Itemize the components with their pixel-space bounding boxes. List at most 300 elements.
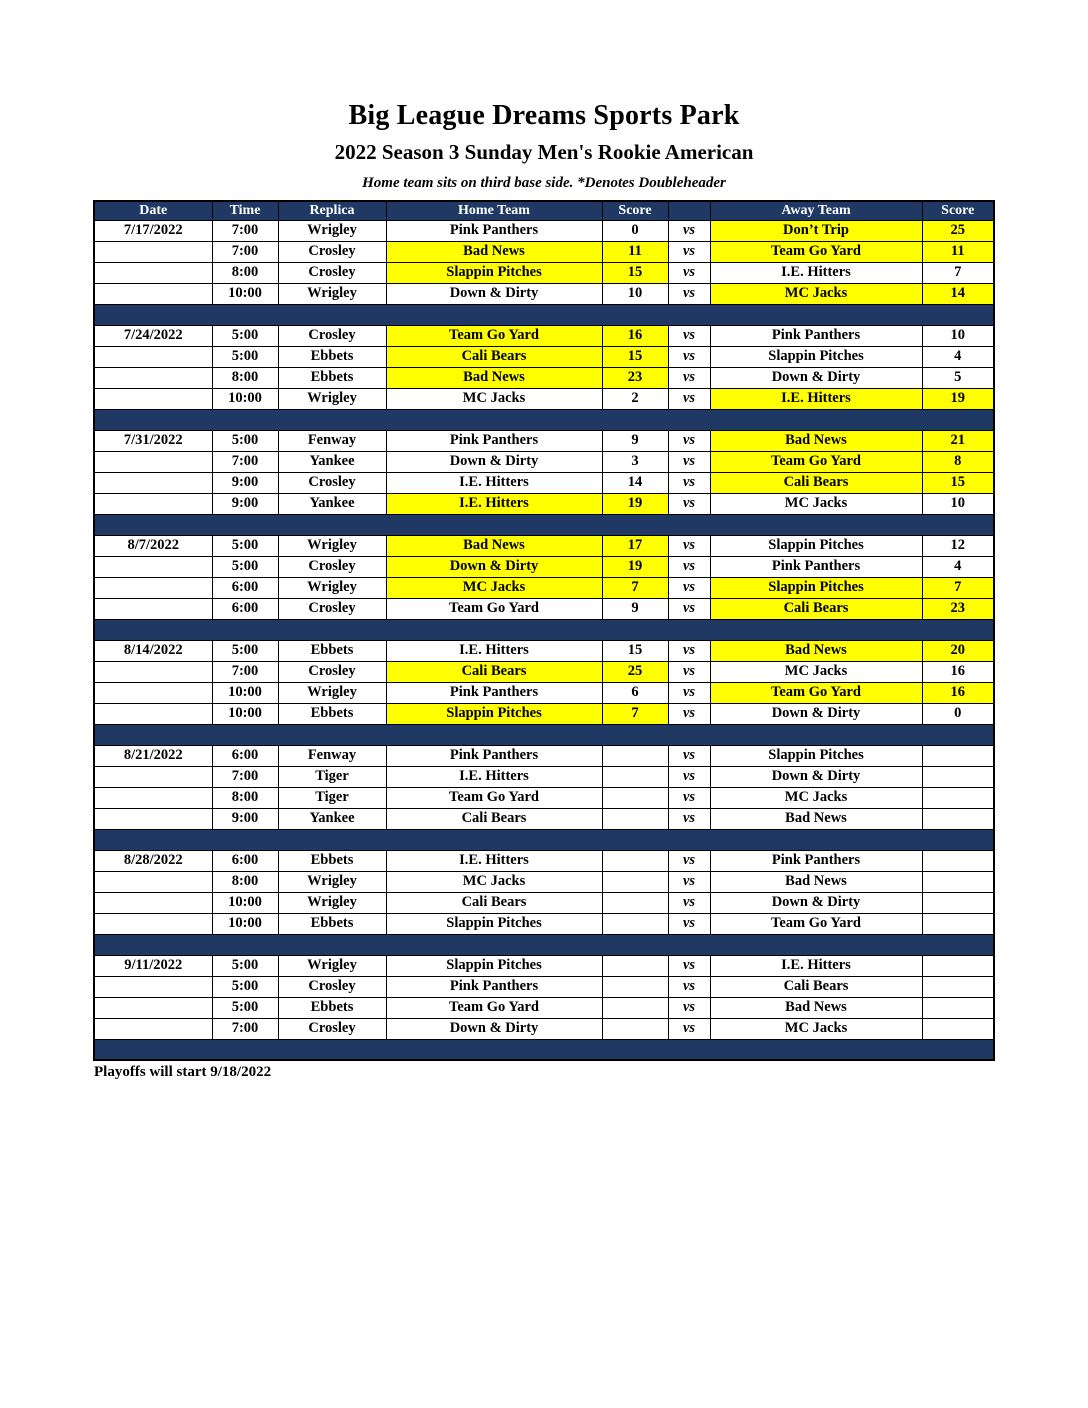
game-row bbox=[94, 703, 994, 724]
date-cell bbox=[94, 493, 212, 514]
away-team-cell: Cali Bears bbox=[710, 976, 922, 997]
header-row bbox=[94, 201, 994, 220]
separator-band bbox=[94, 829, 994, 850]
date-cell bbox=[94, 976, 212, 997]
time-cell: 10:00 bbox=[212, 682, 278, 703]
home-team-cell: Pink Panthers bbox=[386, 976, 602, 997]
away-team-cell: I.E. Hitters bbox=[710, 262, 922, 283]
game-row bbox=[94, 976, 994, 997]
replica-cell: Wrigley bbox=[278, 577, 386, 598]
replica-cell: Crosley bbox=[278, 472, 386, 493]
away-score-cell: 8 bbox=[922, 451, 994, 472]
vs-cell: vs bbox=[668, 472, 710, 493]
replica-cell: Yankee bbox=[278, 808, 386, 829]
home-team-cell: Pink Panthers bbox=[386, 682, 602, 703]
away-team-cell: MC Jacks bbox=[710, 661, 922, 682]
away-team-cell: Slappin Pitches bbox=[710, 535, 922, 556]
date-cell bbox=[94, 682, 212, 703]
away-score-cell bbox=[922, 850, 994, 871]
separator-row bbox=[94, 409, 994, 430]
vs-cell: vs bbox=[668, 640, 710, 661]
time-cell: 6:00 bbox=[212, 745, 278, 766]
separator-row bbox=[94, 934, 994, 955]
date-cell bbox=[94, 556, 212, 577]
home-score-cell bbox=[602, 955, 668, 976]
date-cell bbox=[94, 661, 212, 682]
replica-cell: Wrigley bbox=[278, 892, 386, 913]
replica-cell: Crosley bbox=[278, 556, 386, 577]
home-score-cell: 17 bbox=[602, 535, 668, 556]
home-score-cell bbox=[602, 913, 668, 934]
away-score-cell: 10 bbox=[922, 325, 994, 346]
home-score-cell: 9 bbox=[602, 598, 668, 619]
time-cell: 8:00 bbox=[212, 787, 278, 808]
game-row bbox=[94, 283, 994, 304]
replica-cell: Wrigley bbox=[278, 682, 386, 703]
away-score-cell bbox=[922, 1018, 994, 1039]
away-team-cell: Pink Panthers bbox=[710, 325, 922, 346]
home-score-cell: 15 bbox=[602, 640, 668, 661]
home-team-cell: Down & Dirty bbox=[386, 556, 602, 577]
game-row bbox=[94, 745, 994, 766]
vs-cell: vs bbox=[668, 283, 710, 304]
away-score-cell: 10 bbox=[922, 493, 994, 514]
game-row bbox=[94, 451, 994, 472]
vs-cell: vs bbox=[668, 598, 710, 619]
home-score-cell bbox=[602, 997, 668, 1018]
date-cell bbox=[94, 913, 212, 934]
vs-cell: vs bbox=[668, 241, 710, 262]
column-header-home-team: Home Team bbox=[386, 201, 602, 220]
home-team-cell: Bad News bbox=[386, 241, 602, 262]
separator-row bbox=[94, 724, 994, 745]
away-score-cell: 0 bbox=[922, 703, 994, 724]
home-team-cell: Cali Bears bbox=[386, 661, 602, 682]
away-team-cell: Down & Dirty bbox=[710, 892, 922, 913]
away-team-cell: Down & Dirty bbox=[710, 367, 922, 388]
home-score-cell bbox=[602, 808, 668, 829]
away-team-cell: I.E. Hitters bbox=[710, 388, 922, 409]
replica-cell: Ebbets bbox=[278, 367, 386, 388]
replica-cell: Crosley bbox=[278, 325, 386, 346]
vs-cell: vs bbox=[668, 703, 710, 724]
time-cell: 6:00 bbox=[212, 577, 278, 598]
game-row bbox=[94, 808, 994, 829]
time-cell: 5:00 bbox=[212, 346, 278, 367]
home-score-cell bbox=[602, 871, 668, 892]
away-score-cell bbox=[922, 955, 994, 976]
away-score-cell: 16 bbox=[922, 682, 994, 703]
away-score-cell: 5 bbox=[922, 367, 994, 388]
time-cell: 6:00 bbox=[212, 850, 278, 871]
date-cell bbox=[94, 451, 212, 472]
away-team-cell: I.E. Hitters bbox=[710, 955, 922, 976]
time-cell: 6:00 bbox=[212, 598, 278, 619]
home-team-cell: Down & Dirty bbox=[386, 451, 602, 472]
home-score-cell: 7 bbox=[602, 577, 668, 598]
home-team-cell: Pink Panthers bbox=[386, 430, 602, 451]
replica-cell: Ebbets bbox=[278, 997, 386, 1018]
game-row bbox=[94, 955, 994, 976]
replica-cell: Yankee bbox=[278, 451, 386, 472]
vs-cell: vs bbox=[668, 556, 710, 577]
home-team-cell: Team Go Yard bbox=[386, 598, 602, 619]
replica-cell: Wrigley bbox=[278, 871, 386, 892]
vs-cell: vs bbox=[668, 808, 710, 829]
home-score-cell: 25 bbox=[602, 661, 668, 682]
home-score-cell: 7 bbox=[602, 703, 668, 724]
replica-cell: Ebbets bbox=[278, 850, 386, 871]
vs-cell: vs bbox=[668, 787, 710, 808]
time-cell: 8:00 bbox=[212, 367, 278, 388]
replica-cell: Wrigley bbox=[278, 220, 386, 241]
away-score-cell bbox=[922, 808, 994, 829]
replica-cell: Tiger bbox=[278, 766, 386, 787]
home-score-cell bbox=[602, 745, 668, 766]
away-team-cell: Bad News bbox=[710, 808, 922, 829]
away-team-cell: Slappin Pitches bbox=[710, 577, 922, 598]
home-team-cell: MC Jacks bbox=[386, 871, 602, 892]
separator-row bbox=[94, 1039, 994, 1060]
date-cell: 9/11/2022 bbox=[94, 955, 212, 976]
vs-cell: vs bbox=[668, 913, 710, 934]
date-cell bbox=[94, 1018, 212, 1039]
separator-band bbox=[94, 409, 994, 430]
time-cell: 5:00 bbox=[212, 976, 278, 997]
time-cell: 7:00 bbox=[212, 220, 278, 241]
home-score-cell bbox=[602, 766, 668, 787]
time-cell: 8:00 bbox=[212, 262, 278, 283]
home-score-cell: 23 bbox=[602, 367, 668, 388]
away-team-cell: Bad News bbox=[710, 640, 922, 661]
vs-cell: vs bbox=[668, 367, 710, 388]
vs-cell: vs bbox=[668, 220, 710, 241]
game-row bbox=[94, 388, 994, 409]
home-team-cell: Team Go Yard bbox=[386, 787, 602, 808]
separator-band bbox=[94, 934, 994, 955]
game-row bbox=[94, 766, 994, 787]
separator-row bbox=[94, 829, 994, 850]
game-row bbox=[94, 871, 994, 892]
home-team-cell: Slappin Pitches bbox=[386, 703, 602, 724]
replica-cell: Ebbets bbox=[278, 640, 386, 661]
replica-cell: Crosley bbox=[278, 1018, 386, 1039]
away-team-cell: Don’t Trip bbox=[710, 220, 922, 241]
away-team-cell: Team Go Yard bbox=[710, 913, 922, 934]
replica-cell: Wrigley bbox=[278, 283, 386, 304]
home-team-cell: Cali Bears bbox=[386, 808, 602, 829]
away-score-cell: 20 bbox=[922, 640, 994, 661]
away-score-cell bbox=[922, 871, 994, 892]
replica-cell: Crosley bbox=[278, 976, 386, 997]
column-header-time: Time bbox=[212, 201, 278, 220]
separator-row bbox=[94, 514, 994, 535]
home-score-cell: 3 bbox=[602, 451, 668, 472]
time-cell: 9:00 bbox=[212, 472, 278, 493]
away-team-cell: MC Jacks bbox=[710, 787, 922, 808]
away-score-cell: 11 bbox=[922, 241, 994, 262]
separator-band bbox=[94, 1039, 994, 1060]
home-team-cell: Team Go Yard bbox=[386, 997, 602, 1018]
column-header-vs bbox=[668, 201, 710, 220]
game-row bbox=[94, 430, 994, 451]
home-team-cell: MC Jacks bbox=[386, 577, 602, 598]
game-row bbox=[94, 493, 994, 514]
away-score-cell bbox=[922, 913, 994, 934]
home-score-cell bbox=[602, 850, 668, 871]
time-cell: 10:00 bbox=[212, 703, 278, 724]
date-cell bbox=[94, 598, 212, 619]
away-score-cell: 15 bbox=[922, 472, 994, 493]
column-header-away-team: Away Team bbox=[710, 201, 922, 220]
date-cell bbox=[94, 388, 212, 409]
time-cell: 5:00 bbox=[212, 325, 278, 346]
date-cell: 8/14/2022 bbox=[94, 640, 212, 661]
time-cell: 5:00 bbox=[212, 556, 278, 577]
home-score-cell bbox=[602, 976, 668, 997]
game-row bbox=[94, 220, 994, 241]
away-score-cell: 14 bbox=[922, 283, 994, 304]
page-subtitle: 2022 Season 3 Sunday Men's Rookie American bbox=[334, 140, 754, 164]
game-row bbox=[94, 472, 994, 493]
home-score-cell: 15 bbox=[602, 262, 668, 283]
away-team-cell: MC Jacks bbox=[710, 493, 922, 514]
vs-cell: vs bbox=[668, 388, 710, 409]
game-row bbox=[94, 1018, 994, 1039]
date-cell bbox=[94, 787, 212, 808]
time-cell: 5:00 bbox=[212, 955, 278, 976]
date-cell: 7/17/2022 bbox=[94, 220, 212, 241]
away-score-cell: 25 bbox=[922, 220, 994, 241]
date-cell bbox=[94, 892, 212, 913]
vs-cell: vs bbox=[668, 346, 710, 367]
date-cell bbox=[94, 346, 212, 367]
game-row bbox=[94, 787, 994, 808]
away-team-cell: Slappin Pitches bbox=[710, 346, 922, 367]
date-cell bbox=[94, 997, 212, 1018]
separator-band bbox=[94, 724, 994, 745]
away-team-cell: Slappin Pitches bbox=[710, 745, 922, 766]
column-header-date: Date bbox=[94, 201, 212, 220]
home-team-cell: Bad News bbox=[386, 535, 602, 556]
home-score-cell bbox=[602, 1018, 668, 1039]
game-row bbox=[94, 997, 994, 1018]
game-row bbox=[94, 661, 994, 682]
home-score-cell: 0 bbox=[602, 220, 668, 241]
away-score-cell: 12 bbox=[922, 535, 994, 556]
date-cell bbox=[94, 472, 212, 493]
date-cell bbox=[94, 871, 212, 892]
away-team-cell: Bad News bbox=[710, 430, 922, 451]
replica-cell: Fenway bbox=[278, 430, 386, 451]
game-row bbox=[94, 325, 994, 346]
home-team-cell: Pink Panthers bbox=[386, 745, 602, 766]
away-team-cell: Pink Panthers bbox=[710, 556, 922, 577]
vs-cell: vs bbox=[668, 577, 710, 598]
column-header-replica: Replica bbox=[278, 201, 386, 220]
vs-cell: vs bbox=[668, 976, 710, 997]
home-score-cell bbox=[602, 892, 668, 913]
away-team-cell: Team Go Yard bbox=[710, 451, 922, 472]
time-cell: 5:00 bbox=[212, 430, 278, 451]
replica-cell: Tiger bbox=[278, 787, 386, 808]
away-score-cell: 19 bbox=[922, 388, 994, 409]
date-cell bbox=[94, 577, 212, 598]
time-cell: 7:00 bbox=[212, 451, 278, 472]
home-score-cell bbox=[602, 787, 668, 808]
game-row bbox=[94, 598, 994, 619]
game-row bbox=[94, 241, 994, 262]
time-cell: 9:00 bbox=[212, 808, 278, 829]
date-cell: 7/24/2022 bbox=[94, 325, 212, 346]
vs-cell: vs bbox=[668, 325, 710, 346]
vs-cell: vs bbox=[668, 535, 710, 556]
time-cell: 7:00 bbox=[212, 661, 278, 682]
home-team-note: Home team sits on third base side. *Denotes Doubleheader bbox=[362, 175, 726, 191]
home-team-cell: Bad News bbox=[386, 367, 602, 388]
vs-cell: vs bbox=[668, 997, 710, 1018]
vs-cell: vs bbox=[668, 661, 710, 682]
home-team-cell: Pink Panthers bbox=[386, 220, 602, 241]
game-row bbox=[94, 556, 994, 577]
playoffs-note: Playoffs will start 9/18/2022 bbox=[94, 1064, 272, 1080]
time-cell: 10:00 bbox=[212, 913, 278, 934]
home-score-cell: 19 bbox=[602, 493, 668, 514]
away-score-cell: 4 bbox=[922, 346, 994, 367]
separator-row bbox=[94, 304, 994, 325]
away-team-cell: MC Jacks bbox=[710, 1018, 922, 1039]
home-score-cell: 6 bbox=[602, 682, 668, 703]
column-header-score: Score bbox=[602, 201, 668, 220]
date-cell: 8/7/2022 bbox=[94, 535, 212, 556]
away-score-cell bbox=[922, 787, 994, 808]
date-cell bbox=[94, 283, 212, 304]
date-cell bbox=[94, 241, 212, 262]
date-cell bbox=[94, 703, 212, 724]
vs-cell: vs bbox=[668, 955, 710, 976]
away-team-cell: Team Go Yard bbox=[710, 682, 922, 703]
away-score-cell: 7 bbox=[922, 577, 994, 598]
away-score-cell bbox=[922, 976, 994, 997]
vs-cell: vs bbox=[668, 682, 710, 703]
away-team-cell: Bad News bbox=[710, 997, 922, 1018]
separator-band bbox=[94, 304, 994, 325]
home-team-cell: Cali Bears bbox=[386, 346, 602, 367]
time-cell: 7:00 bbox=[212, 1018, 278, 1039]
away-score-cell bbox=[922, 745, 994, 766]
home-team-cell: Down & Dirty bbox=[386, 283, 602, 304]
time-cell: 5:00 bbox=[212, 535, 278, 556]
separator-row bbox=[94, 619, 994, 640]
away-team-cell: Pink Panthers bbox=[710, 850, 922, 871]
home-team-cell: I.E. Hitters bbox=[386, 766, 602, 787]
away-team-cell: Team Go Yard bbox=[710, 241, 922, 262]
replica-cell: Fenway bbox=[278, 745, 386, 766]
game-row bbox=[94, 682, 994, 703]
replica-cell: Ebbets bbox=[278, 346, 386, 367]
home-score-cell: 10 bbox=[602, 283, 668, 304]
vs-cell: vs bbox=[668, 766, 710, 787]
date-cell: 7/31/2022 bbox=[94, 430, 212, 451]
date-cell bbox=[94, 766, 212, 787]
home-team-cell: MC Jacks bbox=[386, 388, 602, 409]
replica-cell: Crosley bbox=[278, 262, 386, 283]
away-score-cell bbox=[922, 997, 994, 1018]
replica-cell: Crosley bbox=[278, 241, 386, 262]
game-row bbox=[94, 640, 994, 661]
vs-cell: vs bbox=[668, 850, 710, 871]
away-team-cell: Down & Dirty bbox=[710, 703, 922, 724]
home-score-cell: 9 bbox=[602, 430, 668, 451]
away-score-cell: 4 bbox=[922, 556, 994, 577]
home-team-cell: Team Go Yard bbox=[386, 325, 602, 346]
replica-cell: Ebbets bbox=[278, 913, 386, 934]
away-score-cell: 7 bbox=[922, 262, 994, 283]
home-team-cell: I.E. Hitters bbox=[386, 493, 602, 514]
home-team-cell: I.E. Hitters bbox=[386, 472, 602, 493]
home-team-cell: Down & Dirty bbox=[386, 1018, 602, 1039]
game-row bbox=[94, 577, 994, 598]
away-team-cell: Cali Bears bbox=[710, 472, 922, 493]
home-score-cell: 2 bbox=[602, 388, 668, 409]
time-cell: 7:00 bbox=[212, 241, 278, 262]
date-cell bbox=[94, 808, 212, 829]
game-row bbox=[94, 367, 994, 388]
away-score-cell: 23 bbox=[922, 598, 994, 619]
separator-band bbox=[94, 619, 994, 640]
time-cell: 10:00 bbox=[212, 388, 278, 409]
page-title: Big League Dreams Sports Park bbox=[348, 100, 740, 131]
away-score-cell bbox=[922, 892, 994, 913]
replica-cell: Yankee bbox=[278, 493, 386, 514]
time-cell: 8:00 bbox=[212, 871, 278, 892]
away-team-cell: Bad News bbox=[710, 871, 922, 892]
home-team-cell: I.E. Hitters bbox=[386, 640, 602, 661]
vs-cell: vs bbox=[668, 430, 710, 451]
replica-cell: Wrigley bbox=[278, 388, 386, 409]
away-score-cell: 16 bbox=[922, 661, 994, 682]
away-team-cell: Cali Bears bbox=[710, 598, 922, 619]
date-cell bbox=[94, 367, 212, 388]
away-team-cell: MC Jacks bbox=[710, 283, 922, 304]
date-cell bbox=[94, 262, 212, 283]
time-cell: 10:00 bbox=[212, 892, 278, 913]
time-cell: 5:00 bbox=[212, 997, 278, 1018]
away-score-cell: 21 bbox=[922, 430, 994, 451]
replica-cell: Ebbets bbox=[278, 703, 386, 724]
home-score-cell: 16 bbox=[602, 325, 668, 346]
vs-cell: vs bbox=[668, 871, 710, 892]
time-cell: 7:00 bbox=[212, 766, 278, 787]
game-row bbox=[94, 850, 994, 871]
away-score-cell bbox=[922, 766, 994, 787]
home-team-cell: I.E. Hitters bbox=[386, 850, 602, 871]
replica-cell: Wrigley bbox=[278, 535, 386, 556]
home-score-cell: 15 bbox=[602, 346, 668, 367]
home-team-cell: Cali Bears bbox=[386, 892, 602, 913]
replica-cell: Crosley bbox=[278, 661, 386, 682]
date-cell: 8/21/2022 bbox=[94, 745, 212, 766]
time-cell: 9:00 bbox=[212, 493, 278, 514]
date-cell: 8/28/2022 bbox=[94, 850, 212, 871]
home-score-cell: 11 bbox=[602, 241, 668, 262]
schedule-table bbox=[93, 200, 995, 1061]
home-team-cell: Slappin Pitches bbox=[386, 913, 602, 934]
vs-cell: vs bbox=[668, 493, 710, 514]
home-team-cell: Slappin Pitches bbox=[386, 262, 602, 283]
away-team-cell: Down & Dirty bbox=[710, 766, 922, 787]
game-row bbox=[94, 535, 994, 556]
